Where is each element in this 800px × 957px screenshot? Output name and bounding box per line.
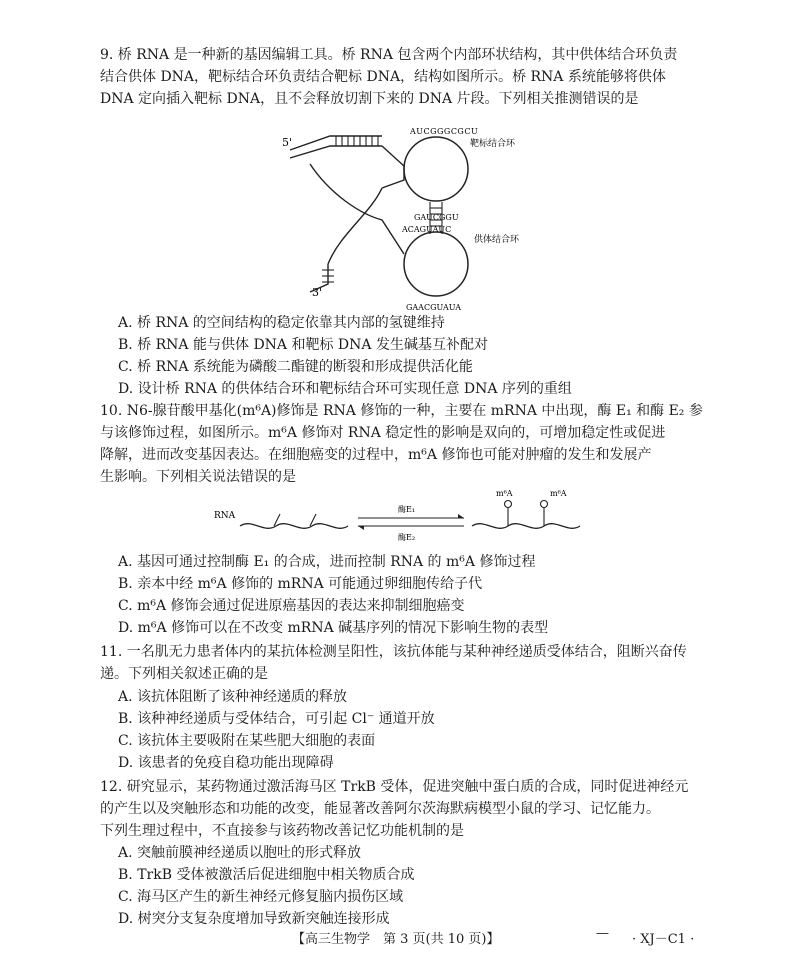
question-10-line-2: 与该修饰过程，如图所示。m⁶A 修饰对 RNA 稳定性的影响是双向的，可增加稳定性或促进 bbox=[100, 425, 666, 441]
question-10-option-c[interactable]: C. m⁶A 修饰会通过促进原癌基因的表达来抑制细胞癌变 bbox=[118, 598, 465, 614]
bridge-rna-diagram bbox=[270, 124, 530, 320]
question-12-option-a[interactable]: A. 突触前膜神经递质以胞吐的形式释放 bbox=[118, 845, 362, 861]
donor-loop-label: 供体结合环 bbox=[474, 235, 520, 245]
target-loop-label: 靶标结合环 bbox=[470, 139, 516, 149]
m6a-mark-label-2: m⁶A bbox=[550, 489, 567, 498]
question-11-option-c[interactable]: C. 该抗体主要吸附在某些肥大细胞的表面 bbox=[118, 733, 376, 749]
question-11-option-a[interactable]: A. 该抗体阻断了该种神经递质的释放 bbox=[118, 689, 348, 705]
target-loop-sequence: AUCGGGCGCU bbox=[410, 127, 479, 136]
question-11-line-2: 递。下列相关叙述正确的是 bbox=[100, 666, 268, 682]
page-footer-title: 【高三生物学 第 3 页(共 10 页)】 bbox=[292, 932, 500, 947]
donor-loop-sequence: ACAGUAUC bbox=[402, 225, 452, 234]
rna-label: RNA bbox=[214, 511, 236, 521]
question-9-option-b[interactable]: B. 桥 RNA 能与供体 DNA 和靶标 DNA 发生碱基互补配对 bbox=[118, 337, 488, 353]
question-11-line-1: 11. 一名肌无力患者体内的某抗体检测呈阳性，该抗体能与某种神经递质受体结合，阻断兴奋传 bbox=[100, 644, 687, 660]
m6a-mark-label-1: m⁶A bbox=[496, 489, 513, 498]
question-9-line-3: DNA 定向插入靶标 DNA，且不会释放切割下来的 DNA 片段。下列相关推测错误的是 bbox=[100, 91, 639, 107]
m6a-modification-diagram bbox=[210, 488, 600, 550]
question-10-option-d[interactable]: D. m⁶A 修饰可以在不改变 mRNA 碱基序列的情况下影响生物的表型 bbox=[118, 620, 549, 636]
question-9-option-a[interactable]: A. 桥 RNA 的空间结构的稳定依靠其内部的氢键维持 bbox=[118, 315, 445, 331]
five-prime-label: 5' bbox=[282, 136, 293, 149]
question-10-stem bbox=[100, 400, 740, 488]
page-footer-code: · XJ－C1 · bbox=[632, 932, 695, 947]
question-12-option-b[interactable]: B. TrkB 受体被激活后促进细胞中相关物质合成 bbox=[118, 867, 415, 883]
target-loop-sequence-2: GAUCGGU bbox=[414, 213, 459, 222]
question-9-option-d[interactable]: D. 设计桥 RNA 的供体结合环和靶标结合环可实现任意 DNA 序列的重组 bbox=[118, 381, 572, 397]
question-12-stem bbox=[100, 776, 740, 842]
question-11-stem bbox=[100, 641, 740, 685]
page-footer-dash: — bbox=[596, 926, 609, 941]
three-prime-label: 3' bbox=[312, 286, 323, 299]
question-12-option-c[interactable]: C. 海马区产生的新生神经元修复脑内损伤区域 bbox=[118, 889, 404, 905]
question-9-line-2: 结合供体 DNA，靶标结合环负责结合靶标 DNA，结构如图所示。桥 RNA 系统能够将供体 bbox=[100, 69, 666, 85]
question-11-option-b[interactable]: B. 该种神经递质与受体结合，可引起 Cl⁻ 通道开放 bbox=[118, 711, 435, 727]
question-12-line-1: 12. 研究显示，某药物通过激活海马区 TrkB 受体，促进突触中蛋白质的合成，同时促进神经元 bbox=[100, 779, 689, 795]
enzyme-e2-label: 酶E₂ bbox=[398, 533, 416, 542]
donor-loop-sequence-2: GAACGUAUA bbox=[406, 303, 462, 312]
question-10-line-1: 10. N6-腺苷酸甲基化(m⁶A)修饰是 RNA 修饰的一种，主要在 mRNA 中出现，酶 E₁ 和酶 E₂ 参 bbox=[100, 403, 703, 419]
question-12-line-3: 下列生理过程中，不直接参与该药物改善记忆功能机制的是 bbox=[100, 823, 464, 839]
question-12-line-2: 的产生以及突触形态和功能的改变，能显著改善阿尔茨海默病模型小鼠的学习、记忆能力。 bbox=[100, 801, 660, 817]
question-9-stem bbox=[100, 44, 740, 110]
enzyme-e1-label: 酶E₁ bbox=[398, 505, 416, 514]
question-10-option-a[interactable]: A. 基因可通过控制酶 E₁ 的合成，进而控制 RNA 的 m⁶A 修饰过程 bbox=[118, 554, 536, 570]
question-9-line-1: 9. 桥 RNA 是一种新的基因编辑工具。桥 RNA 包含两个内部环状结构，其中供体结合环负责 bbox=[100, 47, 678, 63]
question-9-option-c[interactable]: C. 桥 RNA 系统能为磷酸二酯键的断裂和形成提供活化能 bbox=[118, 359, 473, 375]
question-10-option-b[interactable]: B. 亲本中经 m⁶A 修饰的 mRNA 可能通过卵细胞传给子代 bbox=[118, 576, 483, 592]
question-12-option-d[interactable]: D. 树突分支复杂度增加导致新突触连接形成 bbox=[118, 911, 390, 927]
question-10-line-4: 生影响。下列相关说法错误的是 bbox=[100, 469, 296, 485]
question-11-option-d[interactable]: D. 该患者的免疫自稳功能出现障碍 bbox=[118, 755, 334, 771]
question-10-line-3: 降解，进而改变基因表达。在细胞癌变的过程中，m⁶A 修饰也可能对肿瘤的发生和发展产 bbox=[100, 447, 652, 463]
